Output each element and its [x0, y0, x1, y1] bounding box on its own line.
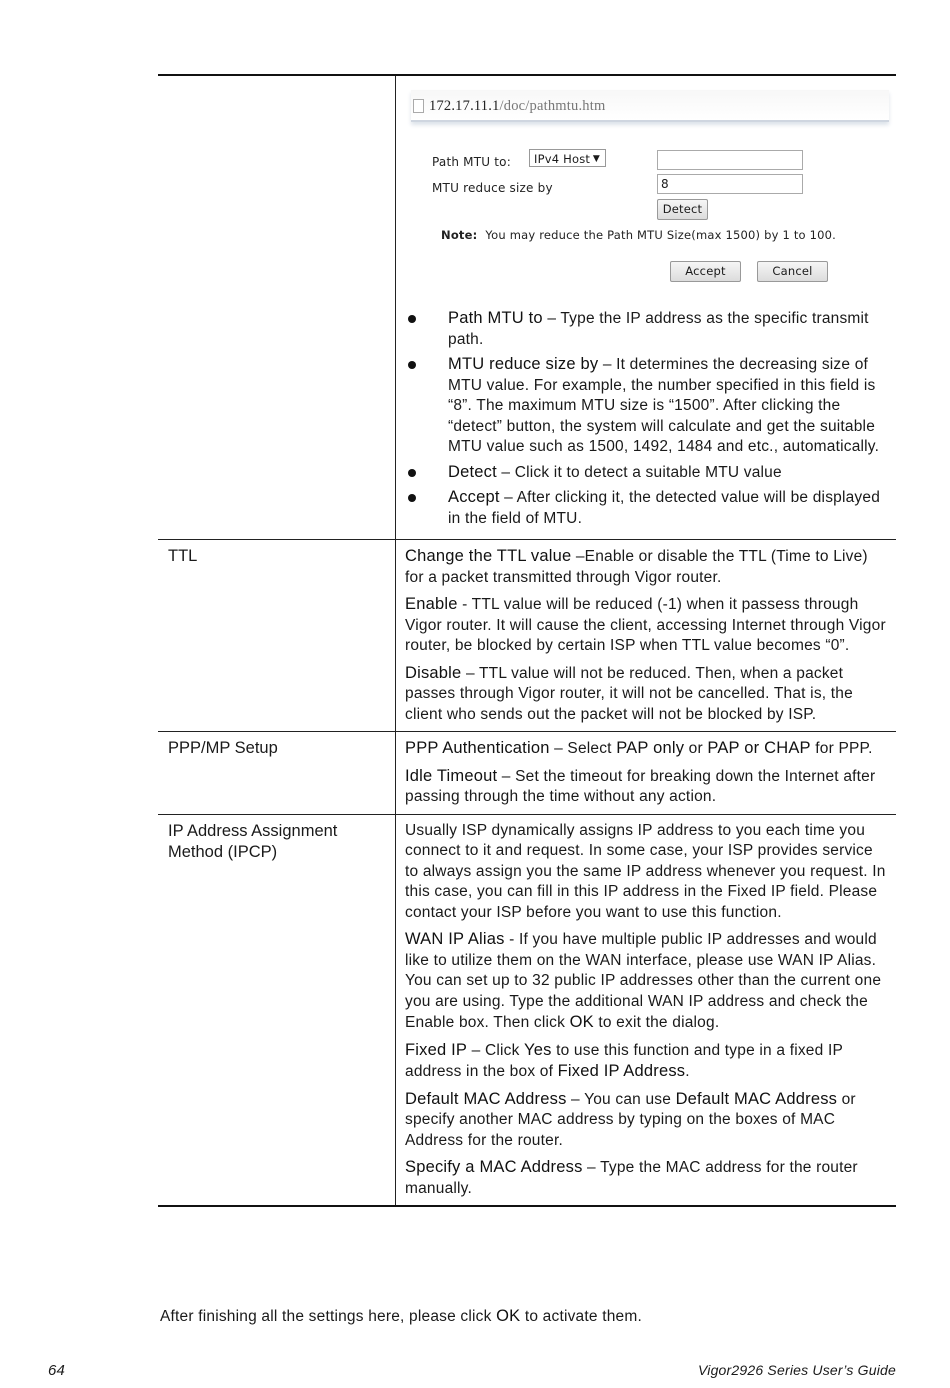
- table-row: [158, 74, 896, 539]
- term: Specify a MAC Address: [405, 1158, 583, 1176]
- bullet-item: [405, 354, 888, 458]
- desc: –Enable or disable the TTL (Time to Live) for a packet transmitted through Vigor router.: [405, 548, 868, 586]
- desc: Usually ISP dynamically assigns IP address to you each time you connect to it and request. In some case, your ISP provides service to always assign you the same IP address whenever you request. In this case, you can fill in this IP address in the Fixed IP field. Please contact your ISP before you want to use this function.: [405, 821, 886, 921]
- path-mtu-screenshot: [405, 82, 888, 298]
- term: Fixed IP Address: [557, 1062, 686, 1080]
- row-label-ttl: TTL: [158, 540, 396, 731]
- desc: – Select: [549, 740, 617, 757]
- desc: – Set the timeout for breaking down the Internet after passing through the time without any action.: [405, 767, 876, 805]
- table-row: [158, 731, 896, 814]
- cancel-button[interactable]: Cancel: [757, 261, 828, 282]
- row-label-ppp: PPP/MP Setup: [158, 732, 396, 814]
- url-path: /doc/pathmtu.htm: [499, 98, 606, 114]
- desc: - If you have multiple public IP addresses and would like to utilize them on the WAN interface, please use WAN IP Alias. You can set up to 32 public IP addresses other than the current one you are using. Type the additional WAN IP address and check the Enable box. Then click: [405, 931, 882, 1031]
- term: OK: [569, 1013, 594, 1031]
- path-mtu-select[interactable]: [529, 149, 606, 167]
- bullet-term: Path MTU to: [448, 309, 543, 327]
- term: Yes: [524, 1040, 552, 1059]
- page-number: 64: [48, 1362, 66, 1379]
- term: Enable: [405, 595, 458, 613]
- row-description: [396, 76, 896, 539]
- closing-text: After finishing all the settings here, please click: [160, 1308, 497, 1325]
- row-description: [396, 732, 896, 814]
- dropdown-arrow-icon: ▼: [592, 154, 600, 164]
- term: Idle Timeout: [405, 766, 498, 785]
- row-label-ipcp: IP Address Assignment Method (IPCP): [158, 815, 396, 1206]
- bullet-term: MTU reduce size by: [448, 355, 599, 373]
- desc: or: [684, 740, 708, 757]
- desc: – TTL value will not be reduced. Then, when a packet passes through Vigor router, it will not be cancelled. That is, the client who sends out the packet will not be blocked by ISP.: [405, 664, 853, 723]
- desc: for PPP.: [810, 740, 873, 757]
- desc: – Type the MAC address for the router manually.: [405, 1159, 858, 1197]
- mtu-reduce-field[interactable]: 8: [657, 174, 803, 194]
- term: PPP Authentication: [405, 739, 550, 757]
- note-label: Note:: [441, 228, 478, 242]
- bullet-desc: – Click it to detect a suitable MTU value: [496, 463, 782, 481]
- bullet-desc: – It determines the decreasing size of MTU value. For example, the number specified in this field is “8”. The maximum MTU size is “1500”. After clicking the “detect” button, the system will calculate and get the suitable MTU value such as 1500, 1492, 1484 and etc., automatically.: [448, 356, 880, 455]
- table-row: [158, 539, 896, 731]
- desc: – Click: [467, 1041, 525, 1059]
- bullet-icon: [408, 494, 416, 502]
- term: PAP only: [616, 739, 685, 757]
- term: WAN IP Alias: [405, 930, 505, 948]
- term: Fixed IP: [405, 1040, 468, 1059]
- desc: to use this function and type in a fixed IP address in the box of: [405, 1041, 843, 1080]
- detect-button[interactable]: Detect: [657, 199, 708, 220]
- desc: .: [685, 1063, 690, 1080]
- term: Disable: [405, 663, 462, 682]
- accept-button[interactable]: Accept: [670, 261, 741, 282]
- guide-title: Vigor2926 Series User’s Guide: [697, 1362, 896, 1378]
- table-row: [158, 814, 896, 1208]
- bullet-desc: – After clicking it, the detected value will be displayed in the field of MTU.: [448, 489, 881, 527]
- bullet-term: Accept: [448, 488, 500, 506]
- bullet-desc: – Type the IP address as the specific transmit path.: [448, 310, 869, 348]
- note-body: You may reduce the Path MTU Size(max 1500) by 1 to 100.: [485, 228, 837, 242]
- term: Default MAC Address: [405, 1089, 567, 1108]
- note-text: [441, 225, 836, 246]
- path-mtu-label: Path MTU to:: [432, 155, 511, 169]
- desc: - TTL value will be reduced (-1) when it passess through Vigor router. It will cause the client, accessing Internet through Vigor router, be blocked by certain ISP when TTL value becomes “0”.: [405, 596, 886, 654]
- path-mtu-field[interactable]: [657, 150, 803, 170]
- mtu-reduce-label: MTU reduce size by: [432, 181, 553, 195]
- closing-text: to activate them.: [520, 1308, 642, 1325]
- path-mtu-select-value: IPv4 Host: [534, 152, 591, 166]
- term: Change the TTL value: [405, 547, 572, 565]
- bullet-term: Detect: [448, 462, 497, 481]
- row-description: [396, 815, 896, 1206]
- bullet-item: [405, 308, 888, 350]
- settings-table: [158, 74, 896, 1207]
- browser-url-bar: [411, 90, 889, 122]
- closing-instruction: [160, 1307, 642, 1326]
- desc: to exit the dialog.: [593, 1014, 720, 1031]
- bullet-icon: [408, 361, 416, 369]
- term: Default MAC Address: [675, 1089, 838, 1108]
- term: PAP or CHAP: [707, 739, 811, 757]
- url-host: 172.17.11.1: [429, 98, 500, 114]
- desc: or specify another MAC address by typing on the boxes of MAC Address for the router.: [405, 1090, 856, 1149]
- bullet-icon: [408, 315, 416, 323]
- bullet-icon: [408, 469, 416, 477]
- page-icon: [413, 99, 424, 113]
- bullet-item: [405, 487, 888, 529]
- ok-term: OK: [496, 1307, 521, 1325]
- row-label-empty: [158, 76, 396, 539]
- row-description: [396, 540, 896, 731]
- bullet-item: [405, 462, 888, 484]
- desc: – You can use: [566, 1090, 676, 1108]
